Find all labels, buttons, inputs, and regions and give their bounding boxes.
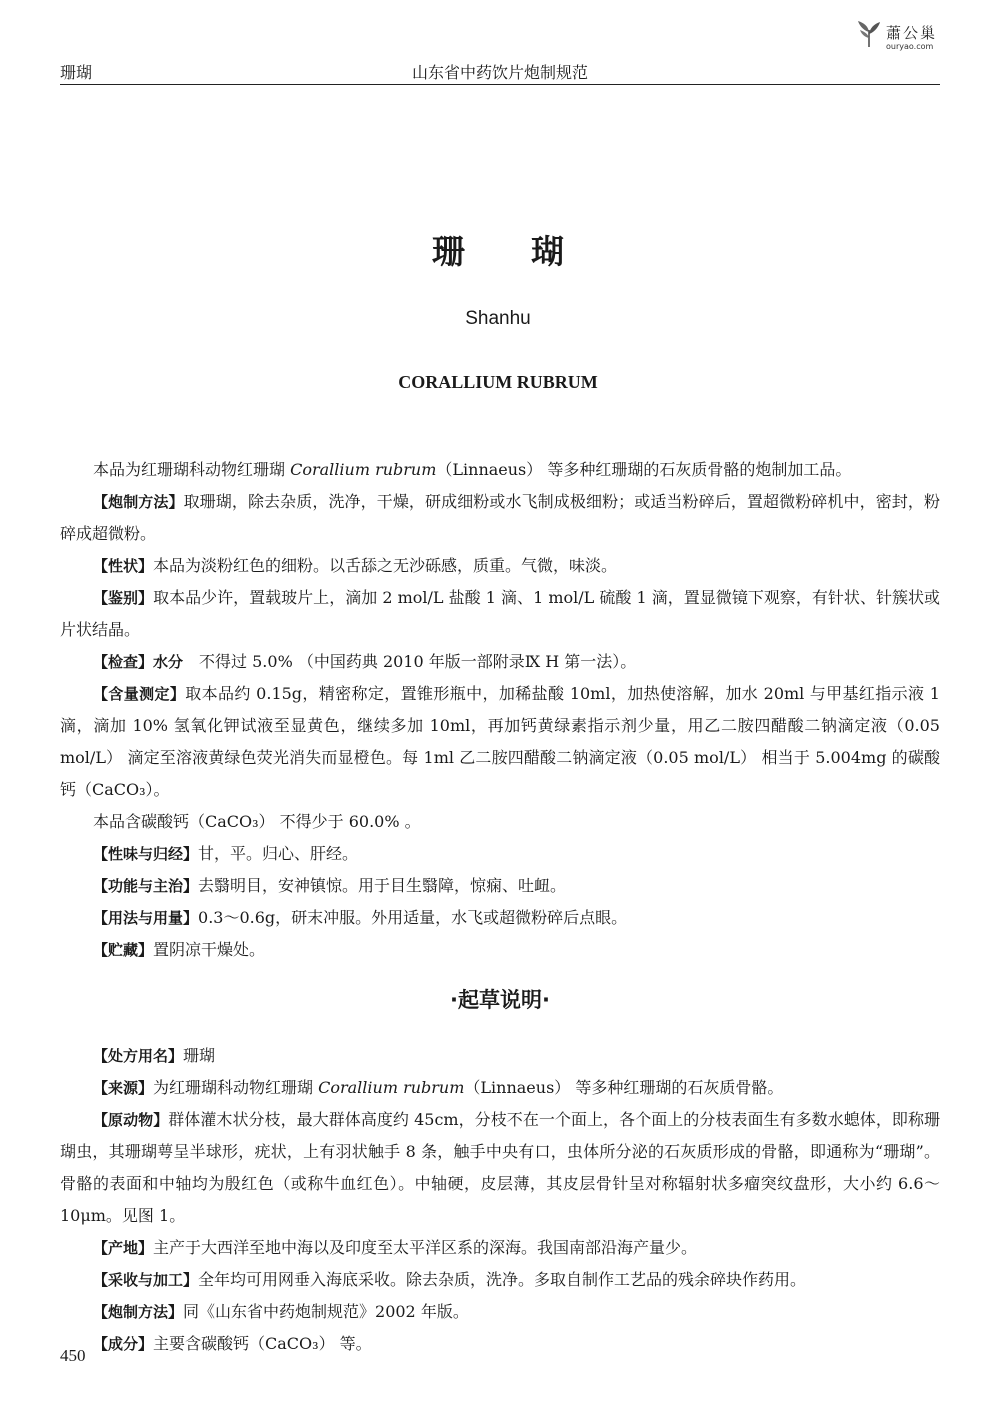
leaf-icon (856, 20, 882, 48)
function-text: 去翳明目，安神镇惊。用于目生翳障，惊痫、吐衄。 (198, 876, 567, 895)
animal-paragraph (60, 1104, 940, 1232)
site-logo (856, 18, 976, 58)
inspection-label: 【检查】 (93, 653, 154, 671)
usage-paragraph (60, 902, 940, 934)
source-pre: 为红珊瑚科动物红珊瑚 (153, 1078, 319, 1097)
page-title: 珊瑚 (432, 232, 630, 271)
intro-post: （Linnaeus） 等多种红珊瑚的石灰质骨骼的炮制加工品。 (436, 460, 852, 479)
processing-label: 【炮制方法】 (93, 493, 184, 511)
method-paragraph (60, 1296, 940, 1328)
harvest-label: 【采收与加工】 (93, 1271, 199, 1289)
header-book-title: 山东省中药饮片炮制规范 (411, 63, 588, 82)
identification-text: 取本品少许，置载玻片上，滴加 2 mol/L 盐酸 1 滴、1 mol/L 硫酸 1 滴，置显微镜下观察，有针状、针簇状或片状结晶。 (60, 588, 940, 639)
identification-label: 【鉴别】 (93, 589, 154, 607)
origin-label: 【产地】 (93, 1239, 154, 1257)
source-paragraph (60, 1072, 940, 1104)
page-header (60, 56, 940, 84)
monograph-body (60, 454, 940, 1360)
source-species: Corallium rubrum (318, 1078, 465, 1097)
usage-label: 【用法与用量】 (93, 909, 199, 927)
intro-paragraph (60, 454, 940, 486)
origin-text: 主产于大西洋至地中海以及印度至太平洋区系的深海。我国南部沿海产量少。 (153, 1238, 698, 1257)
function-label: 【功能与主治】 (93, 877, 199, 895)
harvest-text: 全年均可用网垂入海底采收。除去杂质，洗净。多取自制作工艺品的残余碎块作药用。 (198, 1270, 807, 1289)
pinyin-name: Shanhu (465, 308, 531, 329)
storage-text: 置阴凉干燥处。 (153, 940, 266, 959)
inspection-text: 不得过 5.0% （中国药典 2010 年版一部附录Ⅸ H 第一法）。 (183, 652, 637, 671)
prescription-label: 【处方用名】 (93, 1047, 184, 1065)
prescription-paragraph (60, 1040, 940, 1072)
animal-text: 群体灌木状分枝，最大群体高度约 45cm，分枝不在一个面上，各个面上的分枝表面生有多数水螅体，即称珊瑚虫，其珊瑚萼呈半球形，疣状，上有羽状触手 8 条，触手中央有口，虫体所分泌的石灰质形成的骨骼，即通称为“珊瑚”。骨骼的表面和中轴均为殷红色（或称牛血红色）。中轴硬，皮层薄，其皮层骨针呈对称辐射状多瘤突纹盘形，大小约 6.6～10μm。见图 1。 (60, 1110, 940, 1225)
source-label: 【来源】 (93, 1079, 154, 1097)
page-number: 450 (60, 1346, 86, 1365)
processing-text: 取珊瑚，除去杂质，洗净，干燥，研成细粉或水飞制成极细粉；或适当粉碎后，置超微粉碎机中，密封，粉碎成超微粉。 (60, 492, 940, 543)
inspection-paragraph (60, 646, 940, 678)
composition-paragraph (60, 1328, 940, 1360)
draft-section-title: ·起草说明· (450, 988, 550, 1012)
character-label: 【性状】 (93, 557, 154, 575)
inspection-sublabel: 水分 (153, 653, 184, 671)
taste-paragraph (60, 838, 940, 870)
character-text: 本品为淡粉红色的细粉。以舌舔之无沙砾感，质重。气微，味淡。 (153, 556, 618, 575)
header-rule (60, 84, 940, 85)
source-post: （Linnaeus） 等多种红珊瑚的石灰质骨骼。 (464, 1078, 784, 1097)
usage-text: 0.3～0.6g，研末冲服。外用适量，水飞或超微粉碎后点眼。 (198, 908, 628, 927)
storage-label: 【贮藏】 (93, 941, 154, 959)
assay-paragraph (60, 678, 940, 806)
method-label: 【炮制方法】 (93, 1303, 184, 1321)
processing-paragraph (60, 486, 940, 550)
assay-text: 取本品约 0.15g，精密称定，置锥形瓶中，加稀盐酸 10ml，加热使溶解，加水 20ml 与甲基红指示液 1 滴，滴加 10% 氢氧化钾试液至显黄色，继续多加 10ml，再加钙黄绿素指示剂少量，用乙二胺四醋酸二钠滴定液（0.05 mol/L） 滴定至溶液黄绿色荧光消失而显橙色。每 1ml 乙二胺四醋酸二钠滴定液（0.05 mol/L） 相当于 5.004mg 的碳酸钙（CaCO₃）。 (60, 684, 940, 799)
intro-species: Corallium rubrum (290, 460, 437, 479)
assay-label: 【含量测定】 (93, 685, 186, 703)
header-entry-name: 珊瑚 (60, 63, 93, 82)
latin-name: CORALLIUM RUBRUM (398, 372, 598, 392)
prescription-text: 珊瑚 (183, 1046, 216, 1065)
method-text: 同《山东省中药炮制规范》2002 年版。 (183, 1302, 469, 1321)
logo-url: ouryao.com (886, 42, 934, 51)
logo-text: 蕭公巢 (886, 24, 938, 42)
assay-content-paragraph: 本品含碳酸钙（CaCO₃） 不得少于 60.0% 。 (93, 812, 421, 831)
origin-paragraph (60, 1232, 940, 1264)
taste-label: 【性味与归经】 (93, 845, 199, 863)
animal-label: 【原动物】 (93, 1111, 169, 1129)
storage-paragraph (60, 934, 940, 966)
intro-pre: 本品为红珊瑚科动物红珊瑚 (93, 460, 291, 479)
function-paragraph (60, 870, 940, 902)
character-paragraph (60, 550, 940, 582)
composition-text: 主要含碳酸钙（CaCO₃） 等。 (153, 1334, 372, 1353)
composition-label: 【成分】 (93, 1335, 154, 1353)
taste-text: 甘，平。归心、肝经。 (198, 844, 359, 863)
identification-paragraph (60, 582, 940, 646)
harvest-paragraph (60, 1264, 940, 1296)
